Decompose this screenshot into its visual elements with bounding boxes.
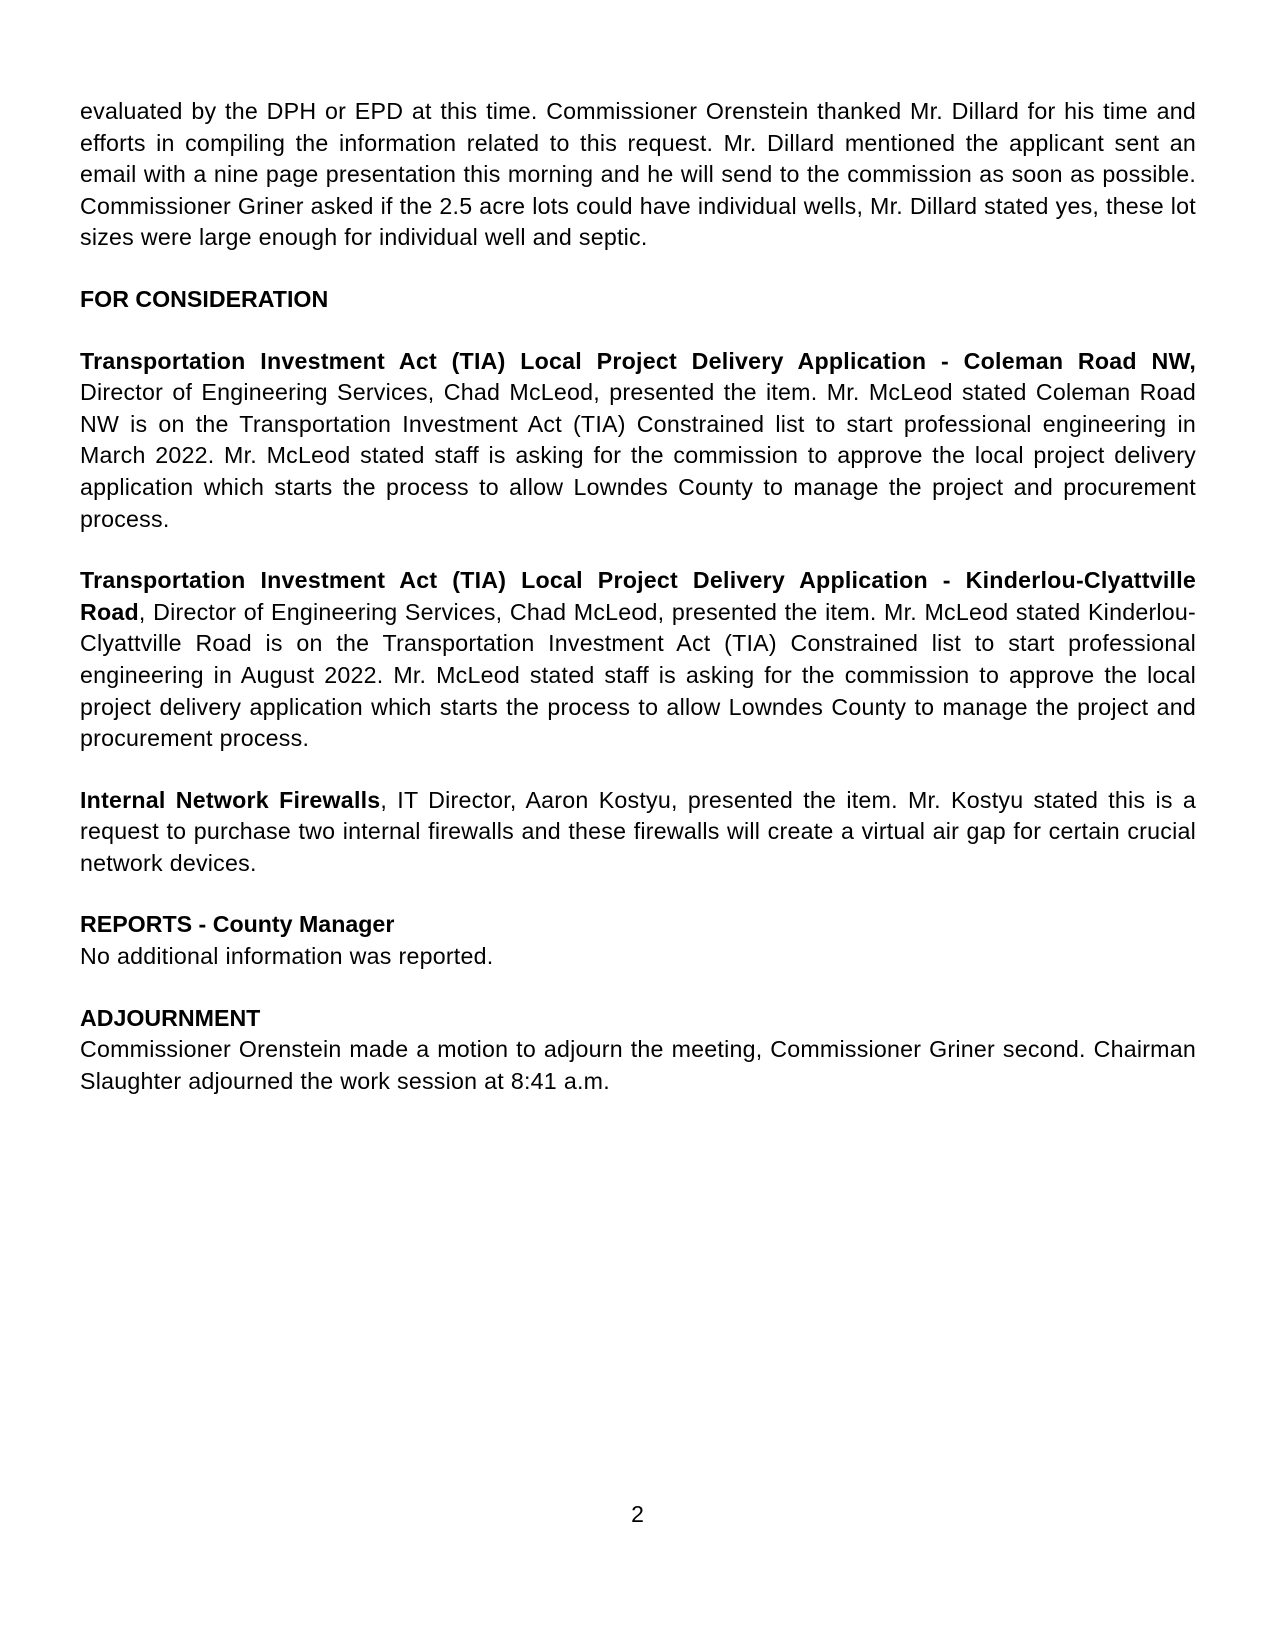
agenda-item-title-comma: , <box>380 786 388 813</box>
page-number: 2 <box>631 1501 644 1527</box>
agenda-item-kinderlou-clyattville-road <box>80 565 1196 755</box>
section-heading-adjournment: ADJOURNMENT <box>80 1004 261 1031</box>
agenda-item-text: Director of Engineering Services, Chad McLeod, presented the item. Mr. McLeod stated Coleman Road NW is on the Transportation Investment Act (TIA) Constrained list to start professional engineering in March 2022. Mr. McLeod stated staff is asking for the commission to approve the local project delivery application which starts the process to allow Lowndes County to manage the project and procurement process. <box>80 379 1196 532</box>
agenda-item-coleman-road <box>80 346 1196 536</box>
spacer <box>80 254 1196 284</box>
agenda-item-title: Transportation Investment Act (TIA) Local Project Delivery Application - Kinderlou-Clyattville Road <box>80 567 1196 625</box>
agenda-item-title: Internal Network Firewalls <box>80 786 381 813</box>
adjournment-text: Commissioner Orenstein made a motion to adjourn the meeting, Commissioner Griner second. Chairman Slaughter adjourned the work session at 8:41 a.m. <box>80 1036 1196 1094</box>
section-heading-for-consideration: FOR CONSIDERATION <box>80 285 329 312</box>
spacer <box>80 535 1196 565</box>
continued-paragraph: evaluated by the DPH or EPD at this time. Commissioner Orenstein thanked Mr. Dillard for his time and efforts in compiling the information related to this request. Mr. Dillard mentioned the applicant sent an email with a nine page presentation this morning and he will send to the commission as soon as possible. Commissioner Griner asked if the 2.5 acre lots could have individual wells, Mr. Dillard stated yes, these lot sizes were large enough for individual well and septic. <box>80 98 1196 251</box>
spacer <box>80 316 1196 346</box>
reports-text: No additional information was reported. <box>80 943 494 970</box>
agenda-item-text: IT Director, Aaron Kostyu, presented the item. Mr. Kostyu stated this is a request to purchase two internal firewalls and these firewalls will create a virtual air gap for certain crucial network devices. <box>80 786 1196 876</box>
agenda-item-title-comma: , <box>138 598 146 625</box>
agenda-item-text: Director of Engineering Services, Chad McLeod, presented the item. Mr. McLeod stated Kinderlou-Clyattville Road is on the Transportation Investment Act (TIA) Constrained list to start professional engineering in August 2022. Mr. McLeod stated staff is asking for the commission to approve the local project delivery application which starts the process to allow Lowndes County to manage the project and procurement process. <box>80 598 1196 752</box>
agenda-item-internal-network-firewalls <box>80 785 1196 880</box>
spacer <box>80 755 1196 785</box>
page-content <box>80 96 1196 1097</box>
spacer <box>80 973 1196 1003</box>
section-heading-reports: REPORTS - County Manager <box>80 911 395 938</box>
spacer <box>80 879 1196 909</box>
agenda-item-title: Transportation Investment Act (TIA) Local Project Delivery Application - Coleman Road NW, <box>80 347 1196 374</box>
